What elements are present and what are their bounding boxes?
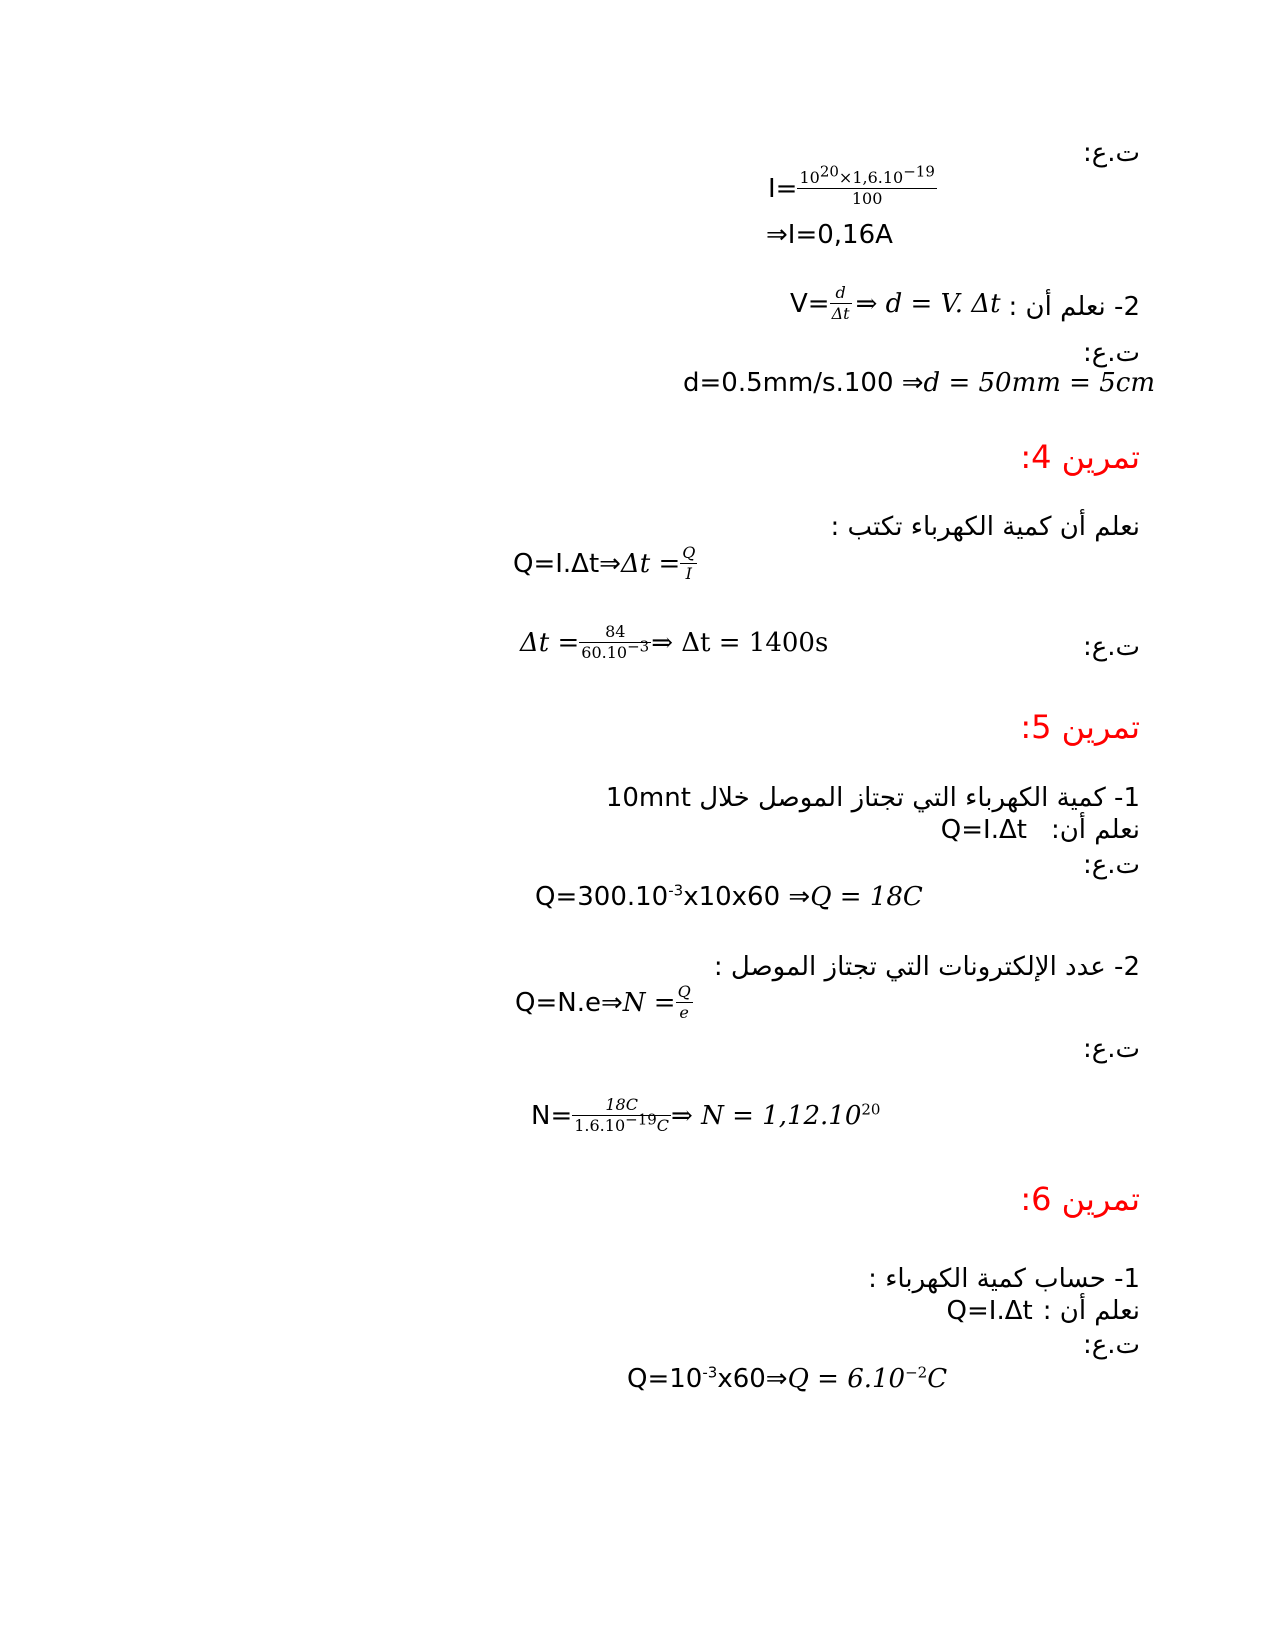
electron-fraction bbox=[676, 982, 693, 1023]
time-calc-fraction bbox=[579, 622, 651, 663]
electron-numerator: Q bbox=[677, 982, 691, 1001]
exercise-4-heading: تمرين 4: bbox=[1020, 438, 1140, 476]
exercise-6-known-formula bbox=[947, 1296, 1140, 1326]
electron-calc-denominator: $1.6.10^{-19}C$ bbox=[574, 1110, 670, 1135]
electron-denominator: e bbox=[679, 1003, 689, 1022]
current-formula bbox=[768, 162, 937, 209]
charge-calc-lhs: $Q=300.10^{-3}x10x60$ ⇒ bbox=[535, 881, 811, 912]
current-denominator: 100 bbox=[851, 189, 883, 208]
electron-calc-result: ⇒ $N = 1,12.10^{20}$ bbox=[671, 1099, 881, 1131]
electron-calc-lhs: N= bbox=[531, 1100, 573, 1131]
velocity-formula bbox=[790, 283, 1001, 324]
exercise-5-heading: تمرين 5: bbox=[1020, 708, 1140, 746]
time-numerator: Q bbox=[682, 543, 696, 562]
numerical-application-label: ت.ع: bbox=[1082, 850, 1140, 880]
time-calc-denominator: $60.10^{-3}$ bbox=[581, 637, 650, 662]
distance-calculation bbox=[683, 368, 1155, 398]
electron-calc-numerator: 18C bbox=[572, 1095, 671, 1116]
exercise-5-question-2: 2- عدد الإلكترونات التي تجتاز الموصل : bbox=[713, 952, 1140, 982]
exercise-6-question-1: 1- حساب كمية الكهرباء : bbox=[868, 1264, 1140, 1294]
velocity-intro-text: 2- نعلم أن : bbox=[1008, 292, 1140, 322]
we-know-text: نعلم أن : bbox=[1042, 1296, 1140, 1326]
we-know-text: نعلم أن: bbox=[1050, 815, 1140, 845]
charge-calc-result: Q = 18C bbox=[810, 882, 923, 912]
charge-formula-lhs: Q=I.Δt⇒ bbox=[513, 548, 621, 579]
current-numerator: $10^{20}\times 1,6.10^{-19}$ bbox=[799, 162, 935, 187]
charge6-calc-lhs: $Q=10^{-3}x60\Rightarrow$ bbox=[627, 1363, 788, 1394]
charge-time-formula bbox=[513, 543, 697, 584]
time-calc-numerator: 84 bbox=[579, 622, 651, 643]
numerical-application-label: ت.ع: bbox=[1082, 1330, 1140, 1360]
time-calc-lhs: Δt = bbox=[520, 627, 580, 658]
electron-calc-fraction bbox=[572, 1095, 671, 1136]
time-denominator: I bbox=[685, 564, 692, 583]
charge-calculation bbox=[535, 882, 923, 912]
exercise-5-question-1: 1- كمية الكهرباء التي تجتاز الموصل خلال 10mnt bbox=[605, 783, 1140, 813]
current-lhs: I= bbox=[768, 173, 798, 204]
distance-calc-rhs: d = 50mm = 5cm bbox=[923, 368, 1155, 398]
velocity-rhs: ⇒ d = V. Δt bbox=[855, 288, 1001, 319]
velocity-denominator: Δt bbox=[831, 304, 850, 323]
current-fraction bbox=[797, 162, 936, 209]
time-calc-result: ⇒ Δt = 1400s bbox=[651, 627, 829, 658]
time-fraction bbox=[680, 543, 697, 584]
numerical-application-label: ت.ع: bbox=[1082, 1034, 1140, 1064]
numerical-application-label: ت.ع: bbox=[1082, 338, 1140, 368]
charge-calculation-6 bbox=[627, 1364, 947, 1394]
charge-formula: Q=I.Δt bbox=[940, 815, 1027, 845]
numerical-application-label: ت.ع: bbox=[1082, 632, 1140, 662]
charge-formula: Q=I.Δt bbox=[946, 1296, 1033, 1326]
electron-count-formula bbox=[515, 982, 693, 1023]
numerical-application-label: ت.ع: bbox=[1082, 138, 1140, 168]
exercise-4-text: نعلم أن كمية الكهرباء تكتب : bbox=[830, 512, 1140, 542]
current-result: ⇒I=0,16A bbox=[766, 220, 893, 250]
charge6-calc-result: $Q = 6.10^{-2}C$ bbox=[787, 1363, 948, 1394]
time-formula-mid: Δt = bbox=[620, 548, 681, 579]
velocity-fraction bbox=[830, 283, 852, 324]
electron-count-calculation bbox=[531, 1095, 880, 1136]
electron-formula-mid: N = bbox=[622, 987, 676, 1018]
distance-calc-lhs: d=0.5mm/s.100 ⇒ bbox=[683, 368, 924, 398]
exercise-6-heading: تمرين 6: bbox=[1020, 1180, 1140, 1218]
electron-formula-lhs: Q=N.e⇒ bbox=[515, 987, 623, 1018]
time-calculation bbox=[520, 622, 828, 663]
velocity-numerator: d bbox=[830, 283, 852, 304]
exercise-5-known-formula bbox=[941, 815, 1140, 845]
velocity-lhs: V= bbox=[790, 288, 830, 319]
